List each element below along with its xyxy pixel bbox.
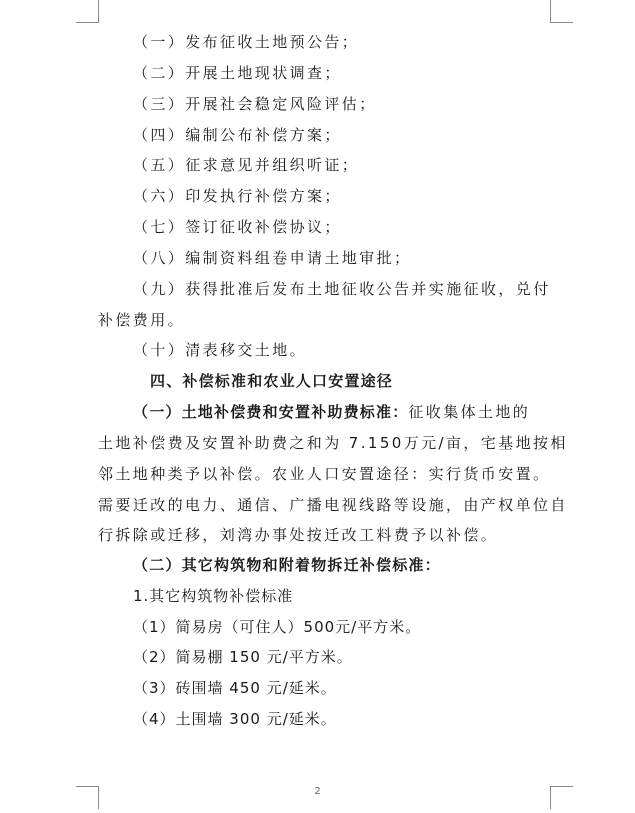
procedure-step-3: （三）开展社会稳定风险评估；	[133, 95, 377, 113]
subsection-1-first-line	[133, 402, 593, 422]
page-number: 2	[314, 786, 321, 797]
procedure-step-6: （六）印发执行补偿方案；	[133, 187, 342, 205]
procedure-step-8: （八）编制资料组卷申请土地审批；	[133, 249, 412, 267]
procedure-step-1: （一）发布征收土地预公告；	[133, 33, 360, 51]
subsection-2-heading: （二）其它构筑物和附着物拆迁补偿标准：	[133, 556, 441, 574]
subsection-1-line-5: 行拆除或迁移，刘湾办事处按迁改工料费予以补偿。	[98, 526, 499, 544]
crop-mark-top-left	[76, 0, 99, 23]
procedure-step-7: （七）签订征收补偿协议；	[133, 218, 342, 236]
procedure-step-9-line-2: 补偿费用。	[98, 311, 186, 329]
subsection-2-list-title: 1.其它构筑物补偿标准	[133, 587, 294, 605]
procedure-step-2: （二）开展土地现状调查；	[133, 64, 342, 82]
subsection-1-line-2: 土地补偿费及安置补助费之和为 7.150万元/亩，宅基地按相	[98, 434, 568, 452]
subsection-1-text-start: 征收集体土地的	[408, 403, 531, 421]
section-heading: 四、补偿标准和农业人口安置途径	[150, 372, 394, 390]
subsection-1-heading: （一）土地补偿费和安置补助费标准：	[133, 403, 409, 421]
compensation-item-4: （4）土围墙 300 元/延米。	[133, 710, 337, 728]
procedure-step-10: （十）清表移交土地。	[133, 341, 308, 359]
compensation-item-2: （2）简易棚 150 元/平方米。	[133, 648, 353, 666]
crop-mark-top-right	[550, 0, 573, 23]
procedure-step-4: （四）编制公布补偿方案；	[133, 126, 342, 144]
subsection-1-line-4: 需要迁改的电力、通信、广播电视线路等设施，由产权单位自	[98, 496, 568, 514]
procedure-step-9-line-1: （九）获得批准后发布土地征收公告并实施征收，兑付	[133, 280, 551, 298]
subsection-1-line-3: 邻土地种类予以补偿。农业人口安置途径：实行货币安置。	[98, 465, 551, 483]
compensation-item-3: （3）砖围墙 450 元/延米。	[133, 679, 337, 697]
compensation-item-1: （1）简易房（可住人）500元/平方米。	[133, 618, 422, 636]
procedure-step-5: （五）征求意见并组织听证；	[133, 156, 360, 174]
